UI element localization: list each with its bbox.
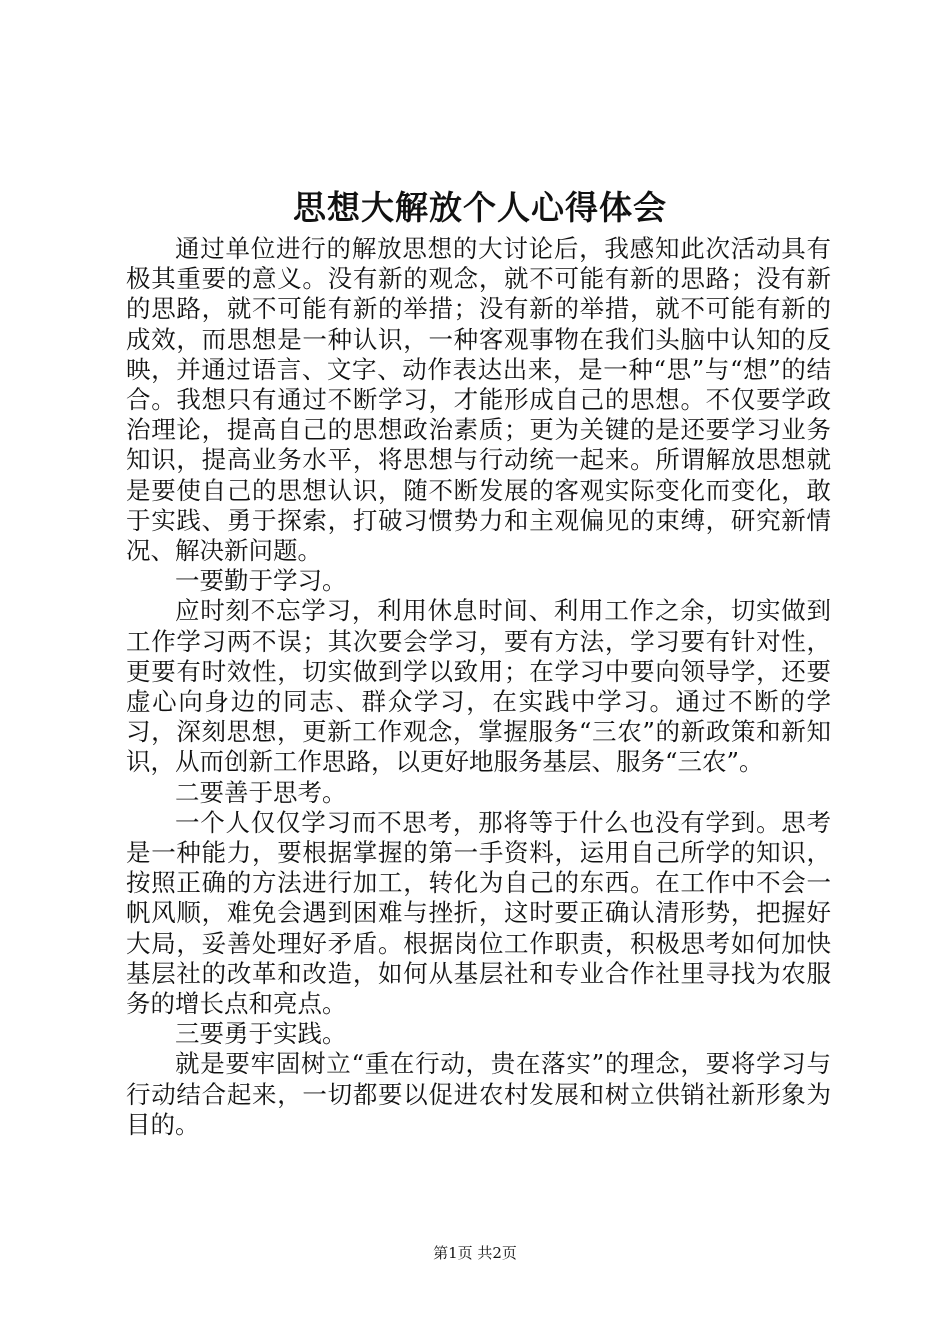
document-body <box>126 234 831 1140</box>
section-heading-study: 一要勤于学习。 <box>175 566 347 596</box>
section-heading-think: 二要善于思考。 <box>175 777 347 807</box>
page-footer: 第1页 共2页 <box>433 1244 517 1262</box>
paragraph-practice: 就是要牢固树立“重在行动，贵在落实”的理念，要将学习与行动结合起来，一切都要以促进农村发展和树立供销社新形象为目的。 <box>126 1049 831 1139</box>
page-title: 思想大解放个人心得体会 <box>293 188 667 227</box>
section-heading-practice: 三要勇于实践。 <box>175 1019 347 1049</box>
paragraph-study: 应时刻不忘学习，利用休息时间、利用工作之余，切实做到工作学习两不误；其次要会学习，要有方法，学习要有针对性，更要有时效性，切实做到学以致用；在学习中要向领导学，还要虚心向身边的同志、群众学习，在实践中学习。通过不断的学习，深刻思想，更新工作观念，掌握服务“三农”的新政策和新知识，从而创新工作思路，以更好地服务基层、服务“三农”。 <box>126 596 831 777</box>
paragraph-think: 一个人仅仅学习而不思考，那将等于什么也没有学到。思考是一种能力，要根据掌握的第一手资料，运用自己所学的知识，按照正确的方法进行加工，转化为自己的东西。在工作中不会一帆风顺，难免会遇到困难与挫折，这时要正确认清形势，把握好大局，妥善处理好矛盾。根据岗位工作职责，积极思考如何加快基层社的改革和改造，如何从基层社和专业合作社里寻找为农服务的增长点和亮点。 <box>126 807 831 1019</box>
paragraph-intro: 通过单位进行的解放思想的大讨论后，我感知此次活动具有极其重要的意义。没有新的观念，就不可能有新的思路；没有新的思路，就不可能有新的举措；没有新的举措，就不可能有新的成效，而思想是一种认识，一种客观事物在我们头脑中认知的反映，并通过语言、文字、动作表达出来，是一种“思”与“想”的结合。我想只有通过不断学习，才能形成自己的思想。不仅要学政治理论，提高自己的思想政治素质；更为关键的是还要学习业务知识，提高业务水平，将思想与行动统一起来。所谓解放思想就是要使自己的思想认识，随不断发展的客观实际变化而变化，敢于实践、勇于探索，打破习惯势力和主观偏见的束缚，研究新情况、解决新问题。 <box>126 234 831 566</box>
